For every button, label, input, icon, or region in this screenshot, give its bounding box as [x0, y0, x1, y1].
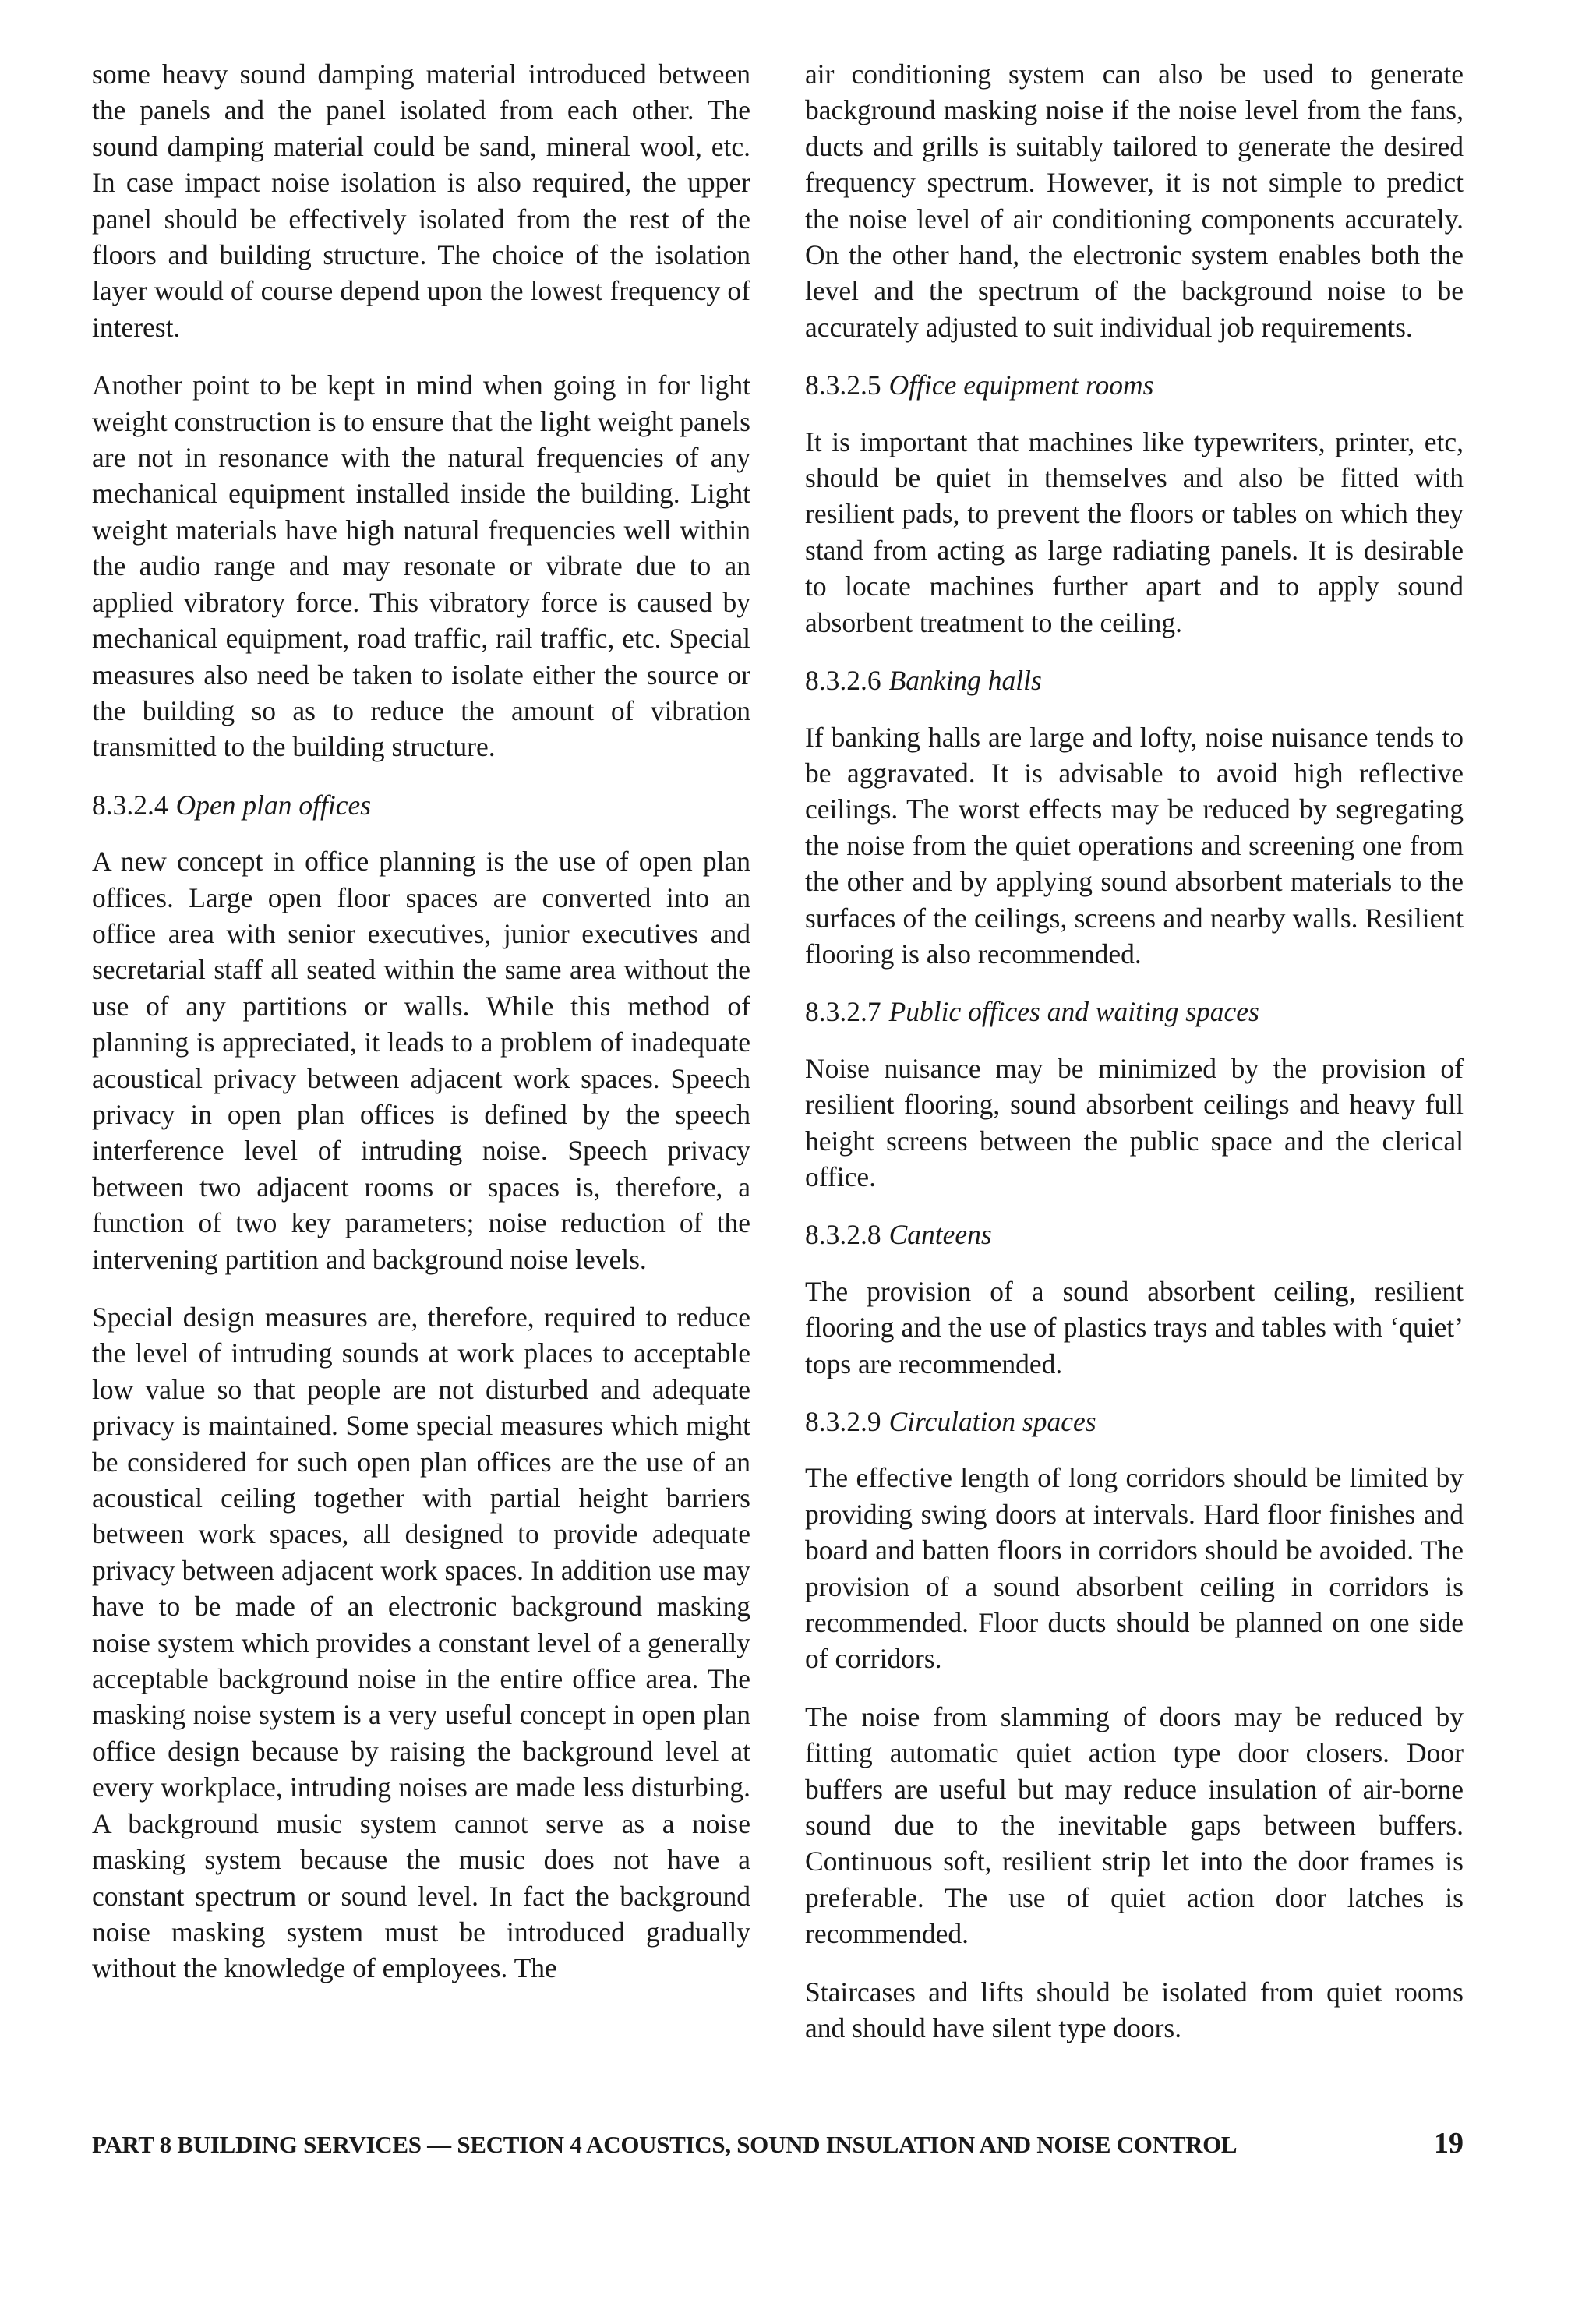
section-number: 8.3.2.6	[805, 665, 881, 697]
paragraph: Another point to be kept in mind when going in for light weight construction is to ensure that the light weight panels are not in resonance with the natural frequencies of any mechanical equipment installed inside the building. Light weight materials have high natural frequencies well within the audio range and may resonate or vibrate due to an applied vibratory force. This vibratory force is caused by mechanical equipment, road traffic, rail traffic, etc. Special measures also need be taken to isolate either the source or the building so as to reduce the amount of vibration transmitted to the building structure.	[92, 369, 750, 763]
left-column	[92, 56, 750, 2008]
section-title: Public offices and waiting spaces	[888, 996, 1259, 1028]
paragraph: It is important that machines like typewriters, printer, etc, should be quiet in themselves and also be fitted with resilient pads, to prevent the floors or tables on which they stand from acting as large radiating panels. It is desirable to locate machines further apart and to apply sound absorbent treatment to the ceiling.	[805, 426, 1464, 638]
section-number: 8.3.2.9	[805, 1406, 881, 1437]
section-heading-8-3-2-7	[805, 994, 1464, 1030]
section-title: Open plan offices	[175, 789, 372, 821]
paragraph: Special design measures are, therefore, required to reduce the level of intruding sounds at work places to acceptable low value so that people are not disturbed and adequate privacy is maintained. Some special measures which might be considered for such open plan offices are the use of an acoustical ceiling together with partial height barriers between work spaces, all designed to provide adequate privacy between adjacent work spaces. In addition use may have to be made of an electronic background masking noise system which provides a constant level of a generally acceptable background noise in the entire office area. The masking noise system is a very useful concept in open plan office design because by raising the background level at every workplace, intruding noises are made less disturbing. A background music system cannot serve as a noise masking system because the music does not have a constant spectrum or sound level. In fact the background noise masking system must be introduced gradually without the knowledge of employees. The	[92, 1302, 750, 1984]
section-heading-8-3-2-9	[805, 1404, 1464, 1439]
paragraph: air conditioning system can also be used to generate background masking noise if the noise level from the fans, ducts and grills is suitably tailored to generate the desired frequency spectrum. However, it is not simple to predict the noise level of air conditioning components accurately. On the other hand, the electronic system enables both the level and the spectrum of the background noise to be accurately adjusted to suit individual job requirements.	[805, 58, 1464, 343]
paragraph: A new concept in office planning is the use of open plan offices. Large open floor spaces are converted into an office area with senior executives, junior executives and secretarial staff all seated within the same area without the use of any partitions or walls. While this method of planning is appreciated, it leads to a problem of inadequate acoustical privacy between adjacent work spaces. Speech privacy in open plan offices is defined by the speech interference level of intruding noise. Speech privacy between two adjacent rooms or spaces is, therefore, a function of two key parameters; noise reduction of the intervening partition and background noise levels.	[92, 846, 750, 1275]
section-number: 8.3.2.5	[805, 369, 881, 401]
paragraph: Staircases and lifts should be isolated from quiet rooms and should have silent type doors.	[805, 1976, 1464, 2044]
section-heading-8-3-2-5	[805, 367, 1464, 403]
section-title: Banking halls	[888, 665, 1042, 697]
section-title: Circulation spaces	[888, 1406, 1096, 1437]
right-column	[805, 56, 1464, 2068]
section-heading-8-3-2-6	[805, 662, 1464, 698]
paragraph: The noise from slamming of doors may be reduced by fitting automatic quiet action type door closers. Door buffers are useful but may reduce insulation of air-borne sound due to the inevitable gaps between buffers. Continuous soft, resilient strip let into the door frames is preferable. The use of quiet action door latches is recommended.	[805, 1701, 1464, 1950]
section-heading-8-3-2-8	[805, 1217, 1464, 1252]
section-heading-8-3-2-4	[92, 787, 750, 823]
paragraph: Noise nuisance may be minimized by the provision of resilient flooring, sound absorbent ceilings and heavy full height screens between the public space and the clerical office.	[805, 1052, 1464, 1192]
section-title: Canteens	[888, 1219, 992, 1251]
paragraph: The provision of a sound absorbent ceiling, resilient flooring and the use of plastics trays and tables with ‘quiet’ tops are recommended.	[805, 1275, 1464, 1379]
page-number: 19	[1434, 2127, 1464, 2160]
footer-title: PART 8 BUILDING SERVICES — SECTION 4 ACOUSTICS, SOUND INSULATION AND NOISE CONTROL	[92, 2131, 1238, 2158]
page-footer	[92, 2126, 1464, 2160]
section-number: 8.3.2.7	[805, 996, 881, 1028]
section-number: 8.3.2.8	[805, 1219, 881, 1251]
paragraph: some heavy sound damping material introduced between the panels and the panel isolated from each other. The sound damping material could be sand, mineral wool, etc. In case impact noise isolation is also required, the upper panel should be effectively isolated from the rest of the floors and building structure. The choice of the isolation layer would of course depend upon the lowest frequency of interest.	[92, 58, 750, 343]
section-number: 8.3.2.4	[92, 789, 168, 821]
paragraph: If banking halls are large and lofty, noise nuisance tends to be aggravated. It is advisable to avoid high reflective ceilings. The worst effects may be reduced by segregating the noise from the quiet operations and screening one from the other and by applying sound absorbent materials to the surfaces of the ceilings, screens and nearby walls. Resilient flooring is also recommended.	[805, 721, 1464, 970]
paragraph: The effective length of long corridors should be limited by providing swing doors at intervals. Hard floor finishes and board and batten floors in corridors should be avoided. The provision of a sound absorbent ceiling in corridors is recommended. Floor ducts should be planned on one side of corridors.	[805, 1462, 1464, 1675]
section-title: Office equipment rooms	[888, 369, 1154, 401]
